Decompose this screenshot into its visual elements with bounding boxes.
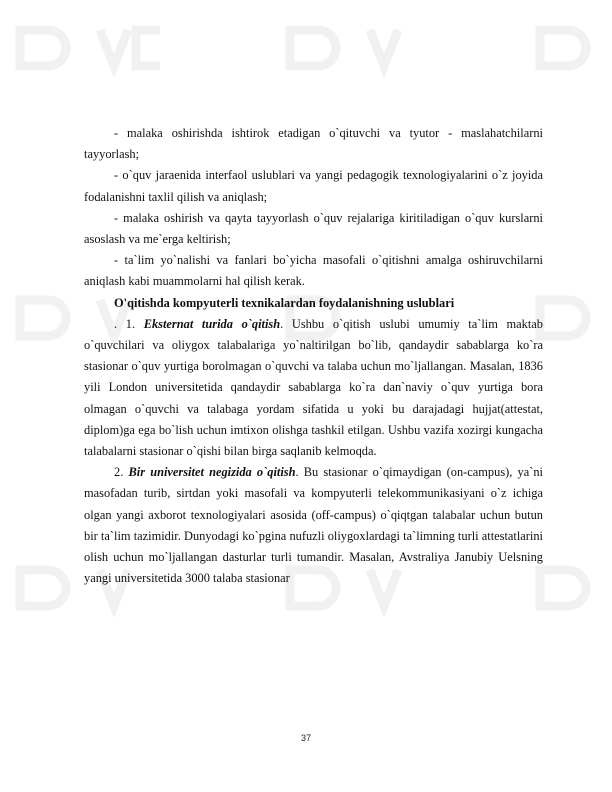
- item-2-prefix: 2.: [114, 465, 129, 480]
- document-body: [84, 123, 543, 589]
- paragraph-4: - ta`lim yo`nalishi va fanlari bo`yicha masofali o`qitishni amalga oshiruvchilarni aniqlash kabi muammolarni hal qilish kerak.: [84, 253, 543, 289]
- item-1-text: . Ushbu o`qitish uslubi umumiy ta`lim maktab o`quvchilari va oliygox talabalariga yo`naltirilgan bo`lib, qandaydir sabablarga ko`ra stasionar o`quv yurtiga borolmagan o`quvchi va talaba uchun mo`ljallangan. Masalan, 1836 yili London universitetida qandaydir sabablarga ko`ra dan`naviy o`quv yurtiga bora olmagan o`quvchi va talabaga yordam sifatida u yoki bu darajadagi hujjat(attestat, diplom)ga ega bo`lish uchun imtixon olishga tashkil etilgan. Ushbu vazifa xozirgi kungacha talabalarni stasionar o`qishi bilan birga saqlanib kelmoqda.: [84, 316, 543, 459]
- page-number: 37: [300, 733, 311, 743]
- item-1-title: Eksternat turida o`qitish: [143, 316, 281, 331]
- paragraph-2: - o`quv jaraenida interfaol uslublari va yangi pedagogik texnologiyalarini o`z joyida fodalanishni taxlil qilish va aniqlash;: [84, 168, 543, 204]
- paragraph-1: - malaka oshirishda ishtirok etadigan o`qituvchi va tyutor - maslahatchilarni tayyorlash;: [84, 126, 543, 162]
- item-2-title: Bir universitet negizida o`qitish: [128, 465, 296, 480]
- paragraph-3: - malaka oshirish va qayta tayyorlash o`quv rejalariga kiritiladigan o`quv kurslarni asoslash va me`erga keltirish;: [84, 210, 543, 247]
- list-item-1: [84, 314, 543, 462]
- item-1-prefix: . 1.: [114, 316, 144, 331]
- section-heading: O'qitishda kompyuterli texnikalardan foydalanishning uslublari: [114, 295, 455, 310]
- item-2-text: . Bu stasionar o`qimaydigan (on-campus), ya`ni masofadan turib, sirtdan yoki masofali va kompyuterli telekommunikasiyani o`z ichiga olgan yangi axborot texnologiyalari asosida (off-campus) o`qiqtgan talabalar uchun butun bir ta`lim tazimidir. Dunyodagi ko`pgina nufuzli oliygoxlardagi ta`limning turli attestatlarini olish uchun mo`ljallangan dasturlar turli tumandir. Masalan, Avstraliya Janubiy Uelsning yangi universitetida 3000 talaba stasionar: [84, 465, 544, 586]
- list-item-2: [84, 462, 543, 589]
